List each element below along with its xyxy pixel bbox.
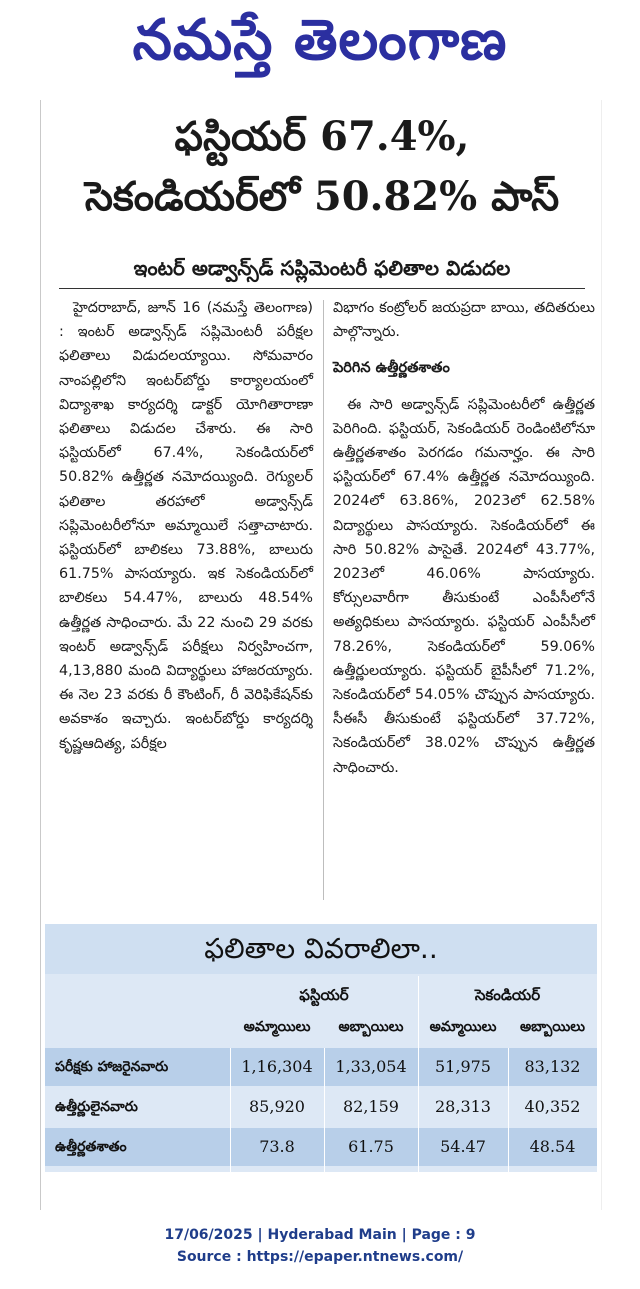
page-footer (0, 1224, 640, 1268)
group-second-year: సెకండియర్ (474, 986, 541, 1004)
headline-line-1: ఫస్టియర్ 67.4%, (174, 113, 470, 160)
table-cell: 1,33,054 (335, 1057, 407, 1076)
subheadline-rule (59, 288, 585, 289)
right-column-body: ఈ సారి అడ్వాన్స్‌డ్ సప్లిమెంటరీలో ఉత్తీర్ణత పెరిగింది. ఫస్టియర్, సెకండియర్ రెండింటిలోనూ ఉత్తీర్ణతశాతం పెరగడం గమనార్హం. ఈ సారి ఫస్టియర్‌లో 67.4% ఉత్తీర్ణత నమోదయ్యింది. 2024లో 63.86%, 2023లో 62.58% విద్యార్థులు పాసయ్యారు. సెకండియర్‌లో ఈ సారి 50.82% పాసైతే. 2024లో 43.77%, 2023లో 46.06% పాసయ్యారు. కోర్సులవారీగా తీసుకుంటే ఎంపీసీలోనే అత్యధికులు పాసయ్యారు. ఫస్టియర్ ఎంపీసీలో 78.26%, సెకండియర్‌లో 59.06% ఉత్తీర్ణులయ్యారు. ఫస్టియర్ బైపీసీలో 71.2%, సెకండియర్‌లో 54.05% చొప్పున పాసయ్యారు. సీఈసీ తీసుకుంటే ఫస్టియర్‌లో 37.72%, సెకండియర్‌లో 38.02% చొప్పున ఉత్తీర్ణత సాధించారు. (333, 396, 595, 776)
table-cell: 73.8 (259, 1137, 295, 1156)
results-table-header (45, 976, 597, 1046)
left-column-text: హైదరాబాద్, జూన్ 16 (నమస్తే తెలంగాణ) : ఇంటర్ అడ్వాన్స్‌డ్ సప్లిమెంటరీ పరీక్షల ఫలితాలు విడుదలయ్యాయి. సోమవారం నాంపల్లిలోని ఇంటర్‌బోర్డు కార్యాలయంలో విద్యాశాఖ కార్యదర్శి డాక్టర్ యోగితారాణా ఫలితాలు విడుదల చేశారు. ఈ సారి ఫస్టియర్‌లో 67.4%, సెకండియర్‌లో 50.82% ఉత్తీర్ణత నమోదయ్యింది. రెగ్యులర్ ఫలితాల తరహాలో అడ్వాన్స్‌డ్ సప్లిమెంటరీలోనూ అమ్మాయిలే సత్తాచాటారు. ఫస్టియర్‌లో బాలికలు 73.88%, బాలురు 61.75% పాసయ్యారు. ఇక సెకండియర్‌లో బాలికలు 54.47%, బాలురు 48.54% ఉత్తీర్ణత సాధించారు. మే 22 నుంచి 29 వరకు ఇంటర్ అడ్వాన్స్‌డ్ పరీక్షలు నిర్వహించగా, 4,13,880 మంది విద్యార్థులు హాజరయ్యారు. ఈ నెల 23 వరకు రీ కౌంటింగ్, రీ వెరిఫికేషన్‌కు అవకాశం ఇచ్చారు. ఇంటర్‌బోర్డు కార్యదర్శి కృష్ణఆదిత్య, పరీక్షల (59, 300, 313, 752)
table-cell: 61.75 (348, 1137, 394, 1156)
table-divider (230, 1048, 231, 1172)
headline-line-2: సెకండియర్‌లో 50.82% పాస్ (84, 173, 560, 220)
footer-source: Source : https://epaper.ntnews.com/ (176, 1249, 464, 1265)
subheader-boys-first: అబ్బాయిలు (338, 1019, 404, 1035)
row-label: ఉత్తీర్ణతశాతం (55, 1139, 127, 1155)
table-cell: 28,313 (435, 1097, 491, 1116)
table-cell: 40,352 (524, 1097, 581, 1116)
right-column-subtitle: పెరిగిన ఉత్తీర్ణతశాతం (333, 360, 450, 377)
article-left-column (59, 296, 313, 756)
subheader-girls-first: అమ్మాయిలు (243, 1019, 311, 1035)
right-column-intro: విభాగం కంట్రోలర్ జయప్రదా బాయి, తదితరులు పాల్గొన్నారు. (333, 300, 595, 341)
headline (41, 108, 603, 226)
table-cell: 1,16,304 (241, 1057, 313, 1076)
row-label: ఉత్తీర్ణులైనవారు (55, 1099, 138, 1115)
table-divider (324, 1048, 325, 1172)
table-cell: 54.47 (440, 1137, 486, 1156)
table-cell: 85,920 (249, 1097, 305, 1116)
table-row (45, 1048, 597, 1086)
table-divider (508, 1048, 509, 1172)
newspaper-logo: నమస్తే తెలంగాణ (132, 8, 508, 73)
results-table-title: ఫలితాల వివరాలిలా.. (45, 924, 597, 974)
results-table (45, 924, 597, 1172)
table-cell: 83,132 (524, 1057, 581, 1076)
table-cell: 82,159 (343, 1097, 399, 1116)
row-label: పరీక్షకు హాజరైనవారు (55, 1059, 169, 1075)
group-first-year: ఫస్టియర్ (299, 986, 349, 1004)
table-row (45, 1128, 597, 1166)
news-clipping (40, 100, 602, 1210)
article-right-column (333, 296, 595, 780)
subheader-girls-second: అమ్మాయిలు (429, 1019, 497, 1035)
table-cell: 48.54 (529, 1137, 576, 1156)
footer-date-edition: 17/06/2025 | Hyderabad Main | Page : 9 (164, 1227, 476, 1243)
subheader-boys-second: అబ్బాయిలు (519, 1019, 586, 1035)
column-divider (323, 300, 324, 900)
table-divider (418, 976, 419, 1172)
table-cell: 51,975 (435, 1057, 491, 1076)
masthead (0, 0, 640, 90)
subheadline: ఇంటర్ అడ్వాన్స్‌డ్ సప్లిమెంటరీ ఫలితాల విడుదల (133, 256, 511, 280)
table-row (45, 1088, 597, 1126)
